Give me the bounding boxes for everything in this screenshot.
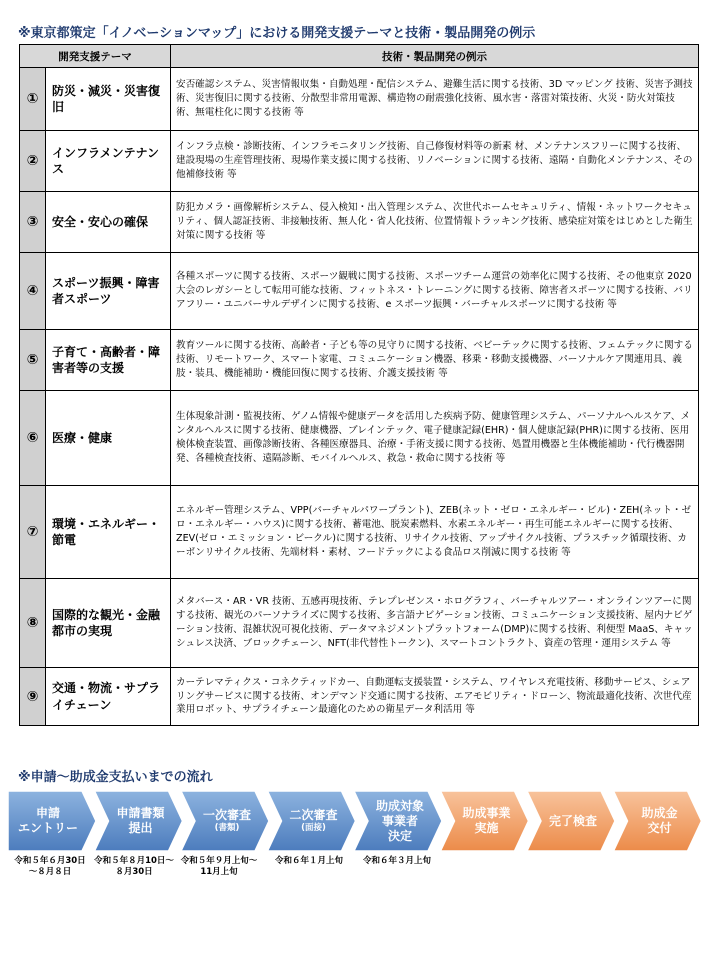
flow-step-label <box>628 791 692 851</box>
row-example: インフラ点検・診断技術、インフラモニタリング技術、自己修復材料等の新素 材、メンテナンスフリーに関する技術、建設現場の生産管理技術、現場作業支援に関する技術、リノベーションに関する技術、遠隔・自動化メンテナンス、その他補修技術 等 <box>171 131 699 192</box>
flow-step-label <box>109 791 173 851</box>
row-number: ⑧ <box>20 579 46 668</box>
theme-table <box>19 44 699 726</box>
flow-step-text: 申請書類 提出 <box>116 806 165 835</box>
row-theme: 子育て・高齢者・障害者等の支援 <box>46 330 171 391</box>
flow-step-subtext: (書類) <box>214 823 240 834</box>
flow-step-text: 一次審査 <box>202 808 251 823</box>
table-row <box>20 192 699 253</box>
flow-date: 令和６年１月上旬 <box>274 856 343 866</box>
flow-step-text: 助成対象 事業者 決定 <box>375 798 424 843</box>
row-number: ④ <box>20 253 46 330</box>
row-example: 各種スポーツに関する技術、スポーツ観戦に関する技術、スポーツチーム運営の効率化に関する技術、その他東京 2020 大会のレガシーとして転用可能な技術、フィットネス・トレーニングに関する技術、障害者スポーツに関する技術、バリアフリー・ユニバーサルデザインに関する技術、e スポーツ振興・バーチャルスポーツに関する技術 等 <box>171 253 699 330</box>
flow-date: 令和５年６月30日 ～８月８日 <box>14 856 86 877</box>
flow-step-text: 完了検査 <box>548 813 597 828</box>
flow-step-text: 助成事業 実施 <box>462 806 511 835</box>
table-row <box>20 68 699 131</box>
flow-step-text: 二次審査 <box>289 808 338 823</box>
flow-step-label <box>195 791 259 851</box>
flow-step-label <box>541 791 605 851</box>
row-number: ⑨ <box>20 668 46 726</box>
row-example: 教育ツールに関する技術、高齢者・子ども等の見守りに関する技術、ベビーテックに関する技術、フェムテックに関する技術、リモートワーク、スマート家電、コミュニケーション機器、移乗・移動支援機器、パーソナルケア関連用具、義 肢・装具、機能補助・機能回復に関する技術、介護支援技術 等 <box>171 330 699 391</box>
process-flow <box>8 791 712 851</box>
table-row <box>20 131 699 192</box>
header-example: 技術・製品開発の例示 <box>171 45 699 68</box>
flow-step-label <box>10 791 86 851</box>
row-number: ⑦ <box>20 486 46 579</box>
flow-dates <box>8 856 712 884</box>
row-theme: 国際的な観光・金融都市の実現 <box>46 579 171 668</box>
row-example: カーテレマティクス・コネクティッドカー、自動運転支援装置・システム、ワイヤレス充電技術、移動サービス、シェアリングサービスに関する技術、オンデマンド交通に関する技術、エアモビリティ・ドローン、物流最適化技術、次世代産業用ロボット、サプライチェーン最適化のための衛星データ利活用 等 <box>171 668 699 726</box>
row-number: ② <box>20 131 46 192</box>
header-theme: 開発支援テーマ <box>20 45 171 68</box>
flow-step-label <box>282 791 346 851</box>
row-theme: インフラメンテナンス <box>46 131 171 192</box>
row-theme: 安全・安心の確保 <box>46 192 171 253</box>
row-example: 防犯カメラ・画像解析システム、侵入検知・出入管理システム、次世代ホームセキュリティ、情報・ネットワークセキュリティ、個人認証技術、非接触技術、無人化・省人化技術、位置情報トラッキング技術、感染症対策をはじめとした衛生対策に関する技術 等 <box>171 192 699 253</box>
table-header-row <box>20 45 699 68</box>
flow-date: 令和５年９月上旬～ 11月上旬 <box>180 856 258 877</box>
row-theme: 医療・健康 <box>46 391 171 486</box>
row-example: エネルギー管理システム、VPP(バーチャルパワープラント)、ZEB(ネット・ゼロ・エネルギー・ビル)・ZEH(ネット・ゼロ・エネルギー・ハウス)に関する技術、蓄電池、脱炭素燃料、水素エネルギー・再生可能エネルギーに関する技術、ZEV(ゼロ・エミッション・ビークル)に関する技術、リサイクル技術、アップサイクル技術、プラスチック循環技術、カーボンリサイクル技術、先端材料・素材、フードテックによる食品ロス削減に関する技術 等 <box>171 486 699 579</box>
table-row <box>20 668 699 726</box>
flow-step-label <box>368 791 432 851</box>
row-example: メタバース・AR・VR 技術、五感再現技術、テレプレゼンス・ホログラフィ、バーチャルツアー・オンラインツアーに関する技術、観光のパーソナライズに関する技術、多言語ナビゲーション技術、コミュニケーション支援技術、屋内ナビゲーション技術、混雑状況可視化技術、データマネジメントプラットフォーム(DMP)に関する技術、利便型 MaaS、キャッシュレス決済、ブロックチェーン、NFT(非代替性トークン)、スマートコントラクト、資産の管理・運用システム 等 <box>171 579 699 668</box>
flow-step-text: 助成金 交付 <box>641 806 678 835</box>
flow-step-text: 申請 エントリー <box>17 806 78 835</box>
row-number: ⑥ <box>20 391 46 486</box>
row-number: ① <box>20 68 46 131</box>
table-row <box>20 330 699 391</box>
row-example: 安否確認システム、災害情報収集・自動処理・配信システム、避難生活に関する技術、3D マッピング 技術、災害予測技術、災害復旧に関する技術、分散型非常用電源、構造物の耐震強化技術、風水害・落雷対策技術、火災・防火対策技 術、無電柱化に関する技術 等 <box>171 68 699 131</box>
flow-heading: ※申請～助成金支払いまでの流れ <box>18 770 213 785</box>
flow-step-subtext: (面接) <box>301 823 326 834</box>
row-number: ⑤ <box>20 330 46 391</box>
table-row <box>20 253 699 330</box>
table-row <box>20 486 699 579</box>
flow-date: 令和６年３月上旬 <box>362 856 431 866</box>
table-row <box>20 579 699 668</box>
table-row <box>20 391 699 486</box>
row-theme: 交通・物流・サプライチェーン <box>46 668 171 726</box>
row-theme: 防災・減災・災害復旧 <box>46 68 171 131</box>
table-heading: ※東京都策定「イノベーションマップ」における開発支援テーマと技術・製品開発の例示 <box>18 26 536 41</box>
row-theme: スポーツ振興・障害者スポーツ <box>46 253 171 330</box>
row-number: ③ <box>20 192 46 253</box>
row-example: 生体現象計測・監視技術、ゲノム情報や健康データを活用した疾病予防、健康管理システム、パーソナルヘルスケア、メンタルヘルスに関する技術、健康機器、ブレインテック、電子健康記録(EHR)・個人健康記録(PHR)に関する技術、医用検体検査装置、画像診断技術、各種医療器具、治療・手術支援に関する技術、処置用機器と生体機能補助・代行機器開発、各種検査技術、遠隔診断、モバイルヘルス、救急・救命に関する技術 等 <box>171 391 699 486</box>
row-theme: 環境・エネルギー・節電 <box>46 486 171 579</box>
flow-date: 令和５年８月10日～ ８月30日 <box>94 856 174 877</box>
flow-step-label <box>455 791 519 851</box>
